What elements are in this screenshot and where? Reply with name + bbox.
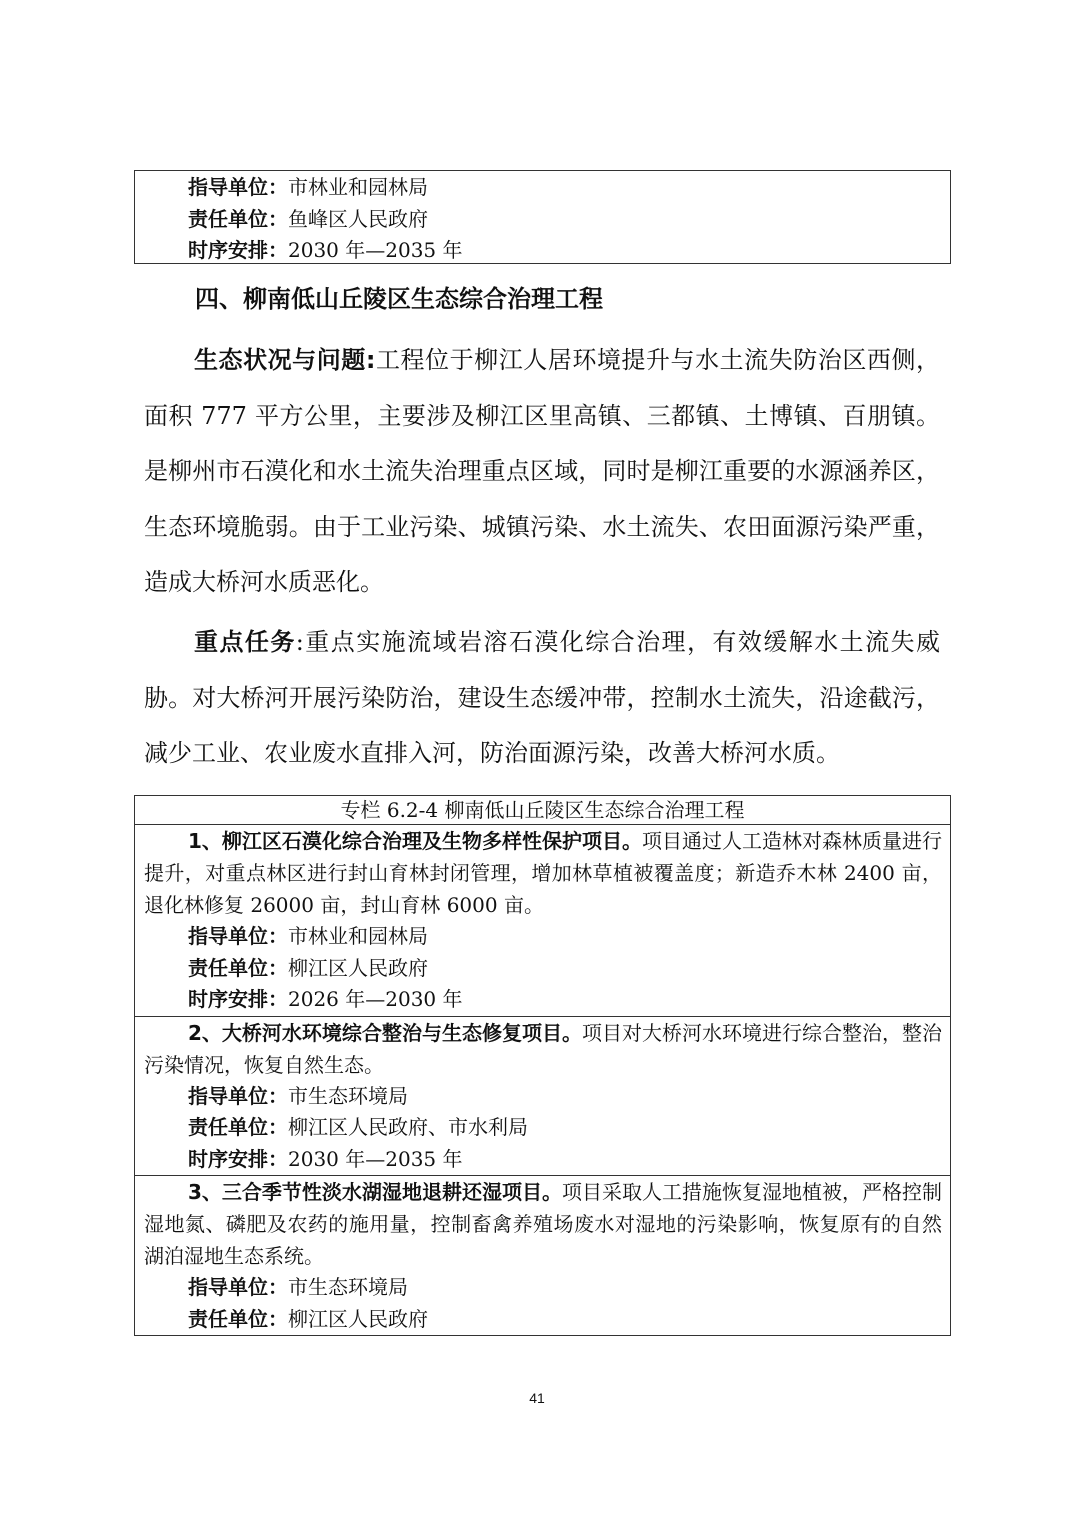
responsible-unit-line: 责任单位：柳江区人民政府 <box>188 1306 428 1331</box>
project-description: 3、三合季节性淡水湖湿地退耕还湿项目。项目采取人工措施恢复湿地植被，严格控制湿地氮、磷肥及农药的施用量，控制畜禽养殖场废水对湿地的污染影响，恢复原有的自然湖泊湿地生态系统。 <box>144 1180 943 1268</box>
tasks-label: 重点任务 <box>194 628 296 656</box>
table-row <box>135 1176 950 1335</box>
guide-unit-line: 指导单位：市生态环境局 <box>188 1275 408 1299</box>
schedule-line: 时序安排：2030 年—2035 年 <box>188 1146 463 1171</box>
table-row <box>135 1017 950 1177</box>
project-table <box>134 795 951 1336</box>
status-label: 生态状况与问题: <box>194 346 376 374</box>
schedule-line: 时序安排：2026 年—2030 年 <box>188 987 463 1011</box>
project-description: 1、柳江区石漠化综合治理及生物多样性保护项目。项目通过人工造林对森林质量进行提升，对重点林区进行封山育林封闭管理，增加林草植被覆盖度；新造乔木林 2400 亩，退化林修复 26000 亩，封山育林 6000 亩。 <box>144 829 942 917</box>
guide-unit-line: 指导单位：市林业和园林局 <box>188 924 428 948</box>
top-project-box <box>134 170 951 264</box>
tasks-text: :重点实施流域岩溶石漠化综合治理，有效缓解水土流失威胁。对大桥河开展污染防治，建设生态缓冲带，控制水土流失，沿途截污，减少工业、农业废水直排入河，防治面源污染，改善大桥河水质。 <box>144 628 940 767</box>
responsible-unit-line: 责任单位：柳江区人民政府 <box>188 955 428 980</box>
project-description: 2、大桥河水环境综合整治与生态修复项目。项目对大桥河水环境进行综合整治，整治污染情况，恢复自然生态。 <box>144 1020 943 1077</box>
page-number: 41 <box>529 1390 545 1406</box>
guide-unit-line: 指导单位：市林业和园林局 <box>188 175 428 199</box>
tasks-paragraph <box>144 615 940 782</box>
responsible-unit-line: 责任单位：鱼峰区人民政府 <box>188 206 428 231</box>
status-paragraph <box>144 333 940 611</box>
schedule-line: 时序安排：2030 年—2035 年 <box>188 238 463 262</box>
table-row <box>135 825 950 1017</box>
section-heading: 四、柳南低山丘陵区生态综合治理工程 <box>195 285 603 313</box>
responsible-unit-line: 责任单位：柳江区人民政府、市水利局 <box>188 1115 528 1139</box>
table-title: 专栏 6.2-4 柳南低山丘陵区生态综合治理工程 <box>135 796 950 825</box>
guide-unit-line: 指导单位：市生态环境局 <box>188 1083 408 1108</box>
status-text: 工程位于柳江人居环境提升与水土流失防治区西侧，面积 777 平方公里，主要涉及柳江区里高镇、三都镇、土博镇、百朋镇。是柳州市石漠化和水土流失治理重点区域，同时是柳江重要的水源涵养区，生态环境脆弱。由于工业污染、城镇污染、水土流失、农田面源污染严重，造成大桥河水质恶化。 <box>144 346 940 596</box>
